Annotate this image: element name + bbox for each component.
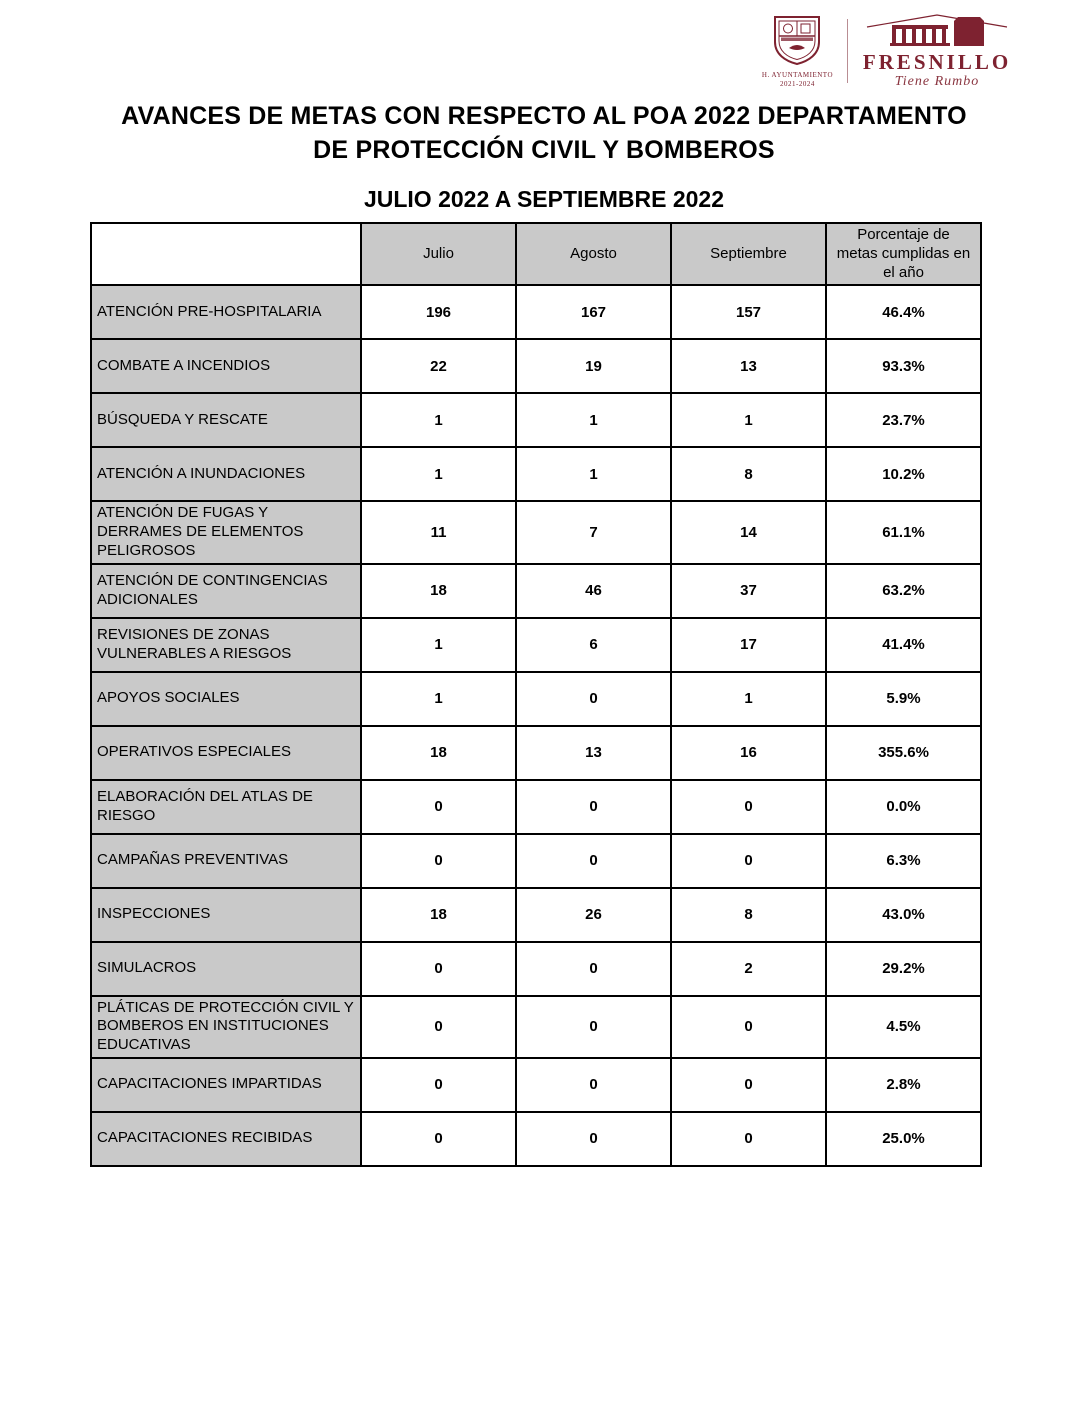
row-value-julio: 196: [361, 285, 516, 339]
row-value-septiembre: 1: [671, 672, 826, 726]
column-header-julio: Julio: [361, 223, 516, 285]
municipal-crest-icon: [771, 14, 823, 71]
row-label: ATENCIÓN DE CONTINGENCIAS ADICIONALES: [91, 564, 361, 618]
row-value-agosto: 167: [516, 285, 671, 339]
goals-table-body: [91, 285, 981, 1166]
row-value-agosto: 0: [516, 1112, 671, 1166]
row-value-julio: 22: [361, 339, 516, 393]
page-title-line2: DE PROTECCIÓN CIVIL Y BOMBEROS: [313, 135, 775, 164]
row-value-agosto: 0: [516, 834, 671, 888]
row-value-julio: 1: [361, 672, 516, 726]
column-header-agosto: Agosto: [516, 223, 671, 285]
table-row: [91, 285, 981, 339]
row-label: BÚSQUEDA Y RESCATE: [91, 393, 361, 447]
row-label: APOYOS SOCIALES: [91, 672, 361, 726]
row-value-porcentaje: 46.4%: [826, 285, 981, 339]
table-row: [91, 1112, 981, 1166]
row-value-septiembre: 37: [671, 564, 826, 618]
row-value-agosto: 1: [516, 393, 671, 447]
page-subtitle: JULIO 2022 A SEPTIEMBRE 2022: [363, 185, 725, 212]
row-value-agosto: 1: [516, 447, 671, 501]
table-row: [91, 726, 981, 780]
row-value-julio: 0: [361, 834, 516, 888]
column-header-porcentaje: Porcentaje de metas cumplidas en el año: [826, 223, 981, 285]
row-label: CAPACITACIONES IMPARTIDAS: [91, 1058, 361, 1112]
row-label: INSPECCIONES: [91, 888, 361, 942]
table-row: [91, 447, 981, 501]
table-row: [91, 564, 981, 618]
row-value-agosto: 6: [516, 618, 671, 672]
row-label: REVISIONES DE ZONAS VULNERABLES A RIESGOS: [91, 618, 361, 672]
row-value-porcentaje: 2.8%: [826, 1058, 981, 1112]
row-label: OPERATIVOS ESPECIALES: [91, 726, 361, 780]
row-value-septiembre: 157: [671, 285, 826, 339]
row-value-porcentaje: 23.7%: [826, 393, 981, 447]
row-label: SIMULACROS: [91, 942, 361, 996]
row-label: COMBATE A INCENDIOS: [91, 339, 361, 393]
table-row: [91, 996, 981, 1058]
row-value-porcentaje: 93.3%: [826, 339, 981, 393]
row-value-agosto: 13: [516, 726, 671, 780]
column-header-septiembre: Septiembre: [671, 223, 826, 285]
row-value-septiembre: 0: [671, 1058, 826, 1112]
row-value-septiembre: 0: [671, 834, 826, 888]
row-value-julio: 0: [361, 1058, 516, 1112]
row-label: ATENCIÓN A INUNDACIONES: [91, 447, 361, 501]
table-row: [91, 501, 981, 563]
row-value-septiembre: 8: [671, 447, 826, 501]
row-value-porcentaje: 43.0%: [826, 888, 981, 942]
table-row: [91, 888, 981, 942]
row-value-agosto: 0: [516, 672, 671, 726]
row-value-septiembre: 0: [671, 1112, 826, 1166]
row-value-agosto: 0: [516, 1058, 671, 1112]
table-row: [91, 339, 981, 393]
brand-name: FRESNILLO: [862, 49, 1012, 74]
row-value-porcentaje: 6.3%: [826, 834, 981, 888]
row-value-porcentaje: 25.0%: [826, 1112, 981, 1166]
row-value-julio: 11: [361, 501, 516, 563]
table-row: [91, 1058, 981, 1112]
row-value-porcentaje: 61.1%: [826, 501, 981, 563]
row-value-porcentaje: 355.6%: [826, 726, 981, 780]
row-value-septiembre: 2: [671, 942, 826, 996]
row-value-porcentaje: 4.5%: [826, 996, 981, 1058]
row-label: PLÁTICAS DE PROTECCIÓN CIVIL Y BOMBEROS EN INSTITUCIONES EDUCATIVAS: [91, 996, 361, 1058]
page-title-line1: AVANCES DE METAS CON RESPECTO AL POA 2022 DEPARTAMENTO: [121, 102, 967, 130]
row-value-septiembre: 14: [671, 501, 826, 563]
row-value-septiembre: 17: [671, 618, 826, 672]
row-value-septiembre: 1: [671, 393, 826, 447]
row-value-agosto: 19: [516, 339, 671, 393]
table-header-row: [91, 223, 981, 285]
row-label: CAPACITACIONES RECIBIDAS: [91, 1112, 361, 1166]
row-value-porcentaje: 63.2%: [826, 564, 981, 618]
row-value-septiembre: 13: [671, 339, 826, 393]
table-row: [91, 942, 981, 996]
table-corner-spacer: [91, 223, 361, 285]
row-label: ATENCIÓN DE FUGAS Y DERRAMES DE ELEMENTOS PELIGROSOS: [91, 501, 361, 563]
table-row: [91, 834, 981, 888]
row-value-julio: 1: [361, 618, 516, 672]
row-value-septiembre: 8: [671, 888, 826, 942]
crest-caption-line2: 2021-2024: [780, 79, 815, 88]
row-value-agosto: 7: [516, 501, 671, 563]
row-value-agosto: 0: [516, 780, 671, 834]
row-value-julio: 0: [361, 996, 516, 1058]
table-row: [91, 672, 981, 726]
row-label: ELABORACIÓN DEL ATLAS DE RIESGO: [91, 780, 361, 834]
row-value-septiembre: 16: [671, 726, 826, 780]
row-value-julio: 18: [361, 726, 516, 780]
row-value-julio: 18: [361, 888, 516, 942]
row-value-porcentaje: 29.2%: [826, 942, 981, 996]
row-value-porcentaje: 41.4%: [826, 618, 981, 672]
row-value-julio: 0: [361, 1112, 516, 1166]
row-value-agosto: 0: [516, 942, 671, 996]
row-value-julio: 1: [361, 393, 516, 447]
row-value-agosto: 46: [516, 564, 671, 618]
goals-table: [90, 222, 982, 1167]
table-row: [91, 780, 981, 834]
fresnillo-building-icon: [862, 13, 1012, 52]
logo-divider: [847, 19, 848, 83]
row-label: ATENCIÓN PRE-HOSPITALARIA: [91, 285, 361, 339]
row-value-julio: 0: [361, 780, 516, 834]
row-value-porcentaje: 10.2%: [826, 447, 981, 501]
row-value-julio: 18: [361, 564, 516, 618]
table-row: [91, 618, 981, 672]
crest-caption-line1: H. AYUNTAMIENTO: [761, 70, 833, 79]
table-row: [91, 393, 981, 447]
brand-block: [862, 13, 1012, 90]
row-value-julio: 1: [361, 447, 516, 501]
row-value-septiembre: 0: [671, 996, 826, 1058]
row-value-porcentaje: 5.9%: [826, 672, 981, 726]
municipal-logo: [762, 14, 1012, 88]
row-value-julio: 0: [361, 942, 516, 996]
row-value-septiembre: 0: [671, 780, 826, 834]
row-value-porcentaje: 0.0%: [826, 780, 981, 834]
row-value-agosto: 0: [516, 996, 671, 1058]
brand-tagline: Tiene Rumbo: [894, 73, 980, 89]
page-title: [0, 100, 1088, 168]
crest-block: [762, 14, 833, 89]
row-value-agosto: 26: [516, 888, 671, 942]
row-label: CAMPAÑAS PREVENTIVAS: [91, 834, 361, 888]
